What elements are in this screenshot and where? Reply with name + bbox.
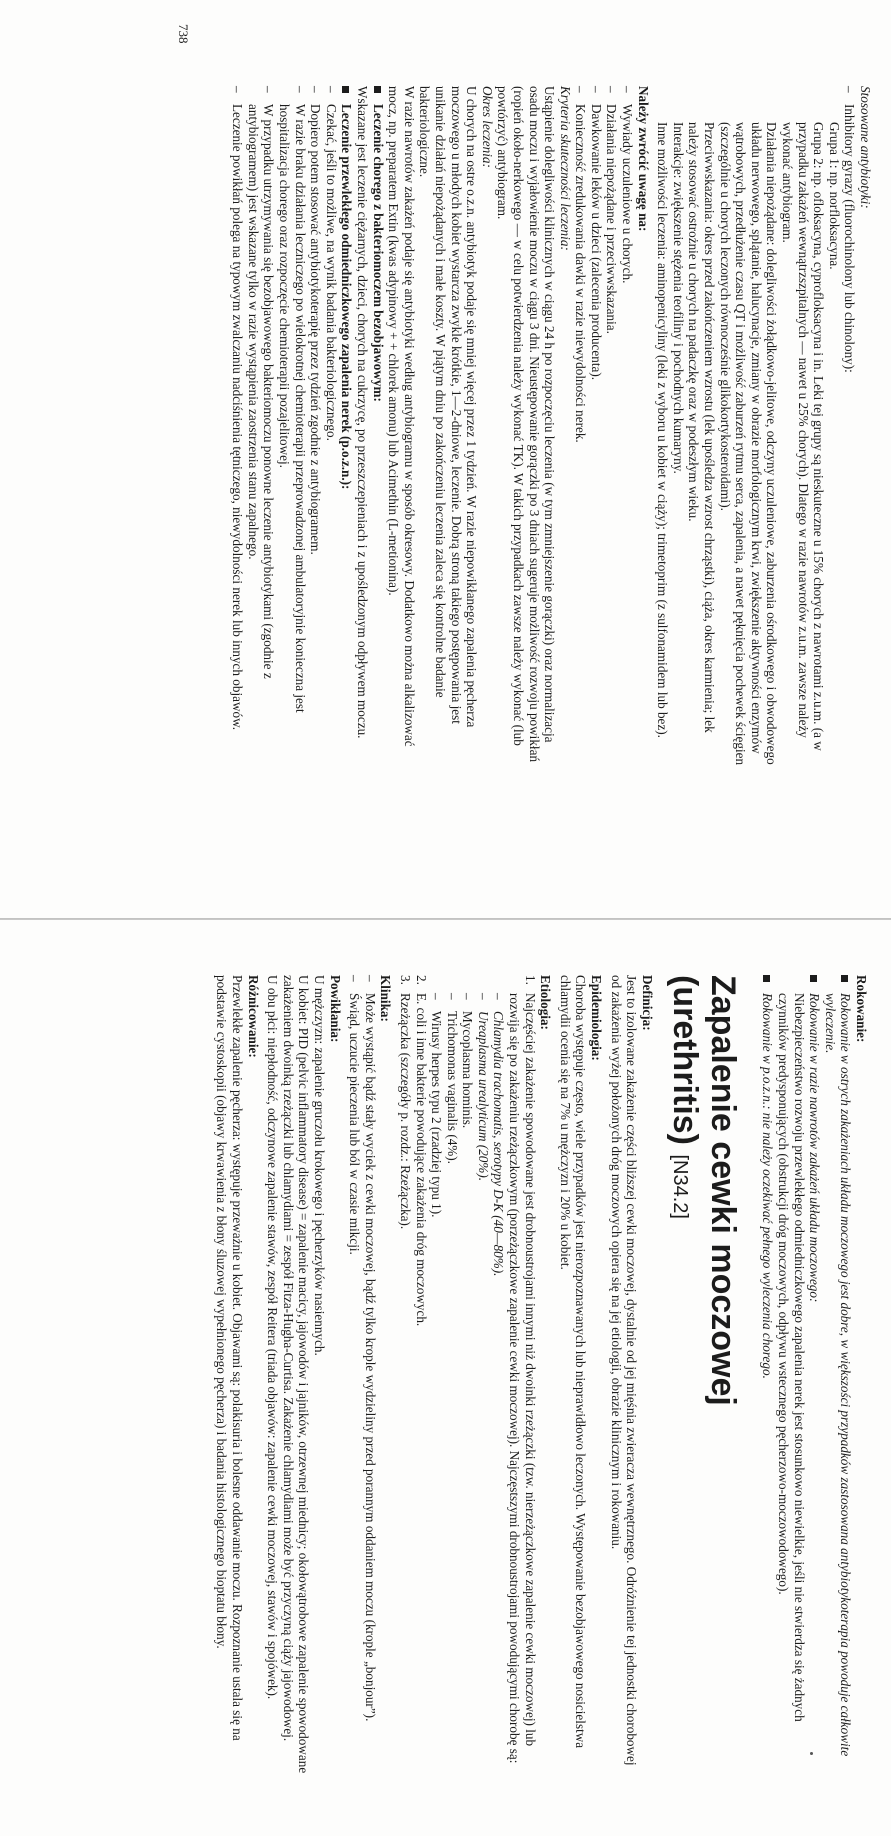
dash-marker: – xyxy=(620,86,636,93)
list-item-text: Inhibitory gyrazy (fluorochinolony lub chinolony): xyxy=(842,104,858,373)
section-heading: Należy zwrócić uwagę na: xyxy=(635,86,651,232)
list-item xyxy=(429,975,445,1775)
list-item-text: Dawkowanie leków u dzieci (zalecenia producenta). xyxy=(588,104,604,381)
number-marker: 3. xyxy=(397,975,413,985)
list-item-text: Rokowanie w ostrych zakażeniach układu moczowego jest dobre, w większości przypadków zastosowana antybiotykoterapia powoduje całkowite wyleczenie. xyxy=(822,993,854,1757)
list-item-text: Trichomonas vaginalis (4%). xyxy=(444,1011,460,1164)
section-title xyxy=(661,975,742,1775)
dash-marker: – xyxy=(292,86,308,93)
dash-marker: – xyxy=(308,86,324,93)
paragraph: U mężczyzn: zapalenie gruczołu krokowego i pęcherzyków nasiennych. xyxy=(311,975,327,1356)
list-item-text: Czekać, jeśli to możliwe, na wynik badania bakteriologicznego. xyxy=(323,104,339,441)
list-item-text: Leczenie powikłań polega na typowym zwalczaniu nadciśnienia tętniczego, niewydolności nerek lub innych objawów. xyxy=(230,104,246,731)
list-item-text: Interakcje: zwiększenie stężenia teofiliny i pochodnych kumaryny. xyxy=(670,122,686,474)
dash-marker: – xyxy=(573,86,589,93)
list-item-text: Rokowanie w p.o.z.n.: nie należy oczekiwać pełnego wyleczenia chorego. xyxy=(760,993,776,1379)
book-fold xyxy=(0,918,891,920)
list-item xyxy=(760,975,776,1775)
list-item-text: Leczenie przewlekłego odmiedniczkowego zapalenia nerek (p.o.z.n.): xyxy=(339,104,355,490)
paragraph: U kobiet: PID (pelvic inflammatory disease) = zapalenie macicy, jajowodów i jajników, otrzewnej miednicy; okołowątrobowe zapalenie spowodowane zakażeniem dwoinką rzeżączki lub chlamydiami = zespół Fitza-Hugha-Curtisa. Zakażenie chlamydiami może być przyczyną ciąży jajowodowej. xyxy=(280,975,312,1774)
list-item xyxy=(245,86,276,766)
section-heading: Etiologia: xyxy=(538,975,554,1030)
list-item xyxy=(588,86,604,766)
list-item xyxy=(460,975,476,1775)
list-item xyxy=(491,975,507,1775)
paragraph: Choroba występuje często, wiele przypadków jest nierozpoznawanych lub nieprawidłowo leczonych. Występowanie bezobjawowego nosicielstwa chlamydii ocenia się na 7% u mężczyzn i 20% u kobiet. xyxy=(557,975,589,1749)
dash-marker: – xyxy=(475,993,491,1000)
list-item-text: Mycoplasma hominis. xyxy=(460,1011,476,1129)
list-item-text: Przeciwwskazania: okres przed zakończeniem wzrostu (lek upośledza wzrost chrząstki), ciąża, okres karmienia; lek należy stosować ostrożnie u chorych na padaczkę oraz w podeszłym wieku. xyxy=(686,122,718,733)
dash-marker: – xyxy=(842,86,858,93)
section-heading: Klinika: xyxy=(378,975,394,1022)
square-bullet-icon xyxy=(339,86,355,100)
list-item-text: Grupa 1: np. norfloksacyna. xyxy=(826,122,842,270)
section-heading: Definicja: xyxy=(639,975,655,1031)
list-item xyxy=(397,975,413,1775)
paragraph: Ustąpienie dolegliwości klinicznych w ciągu 24 h po rozpoczęciu leczenia (w tym zmniejszenie gorączki) oraz normalizacja osadu moczu i wyjałowienie moczu w ciągu 3 dni. Nieustępowanie gorączki po 3 dniach sugeruje możliwość rozwoju powikłań (ropień około-nerkowego — w celu potwierdzenia należy wykonać TK). W takich przypadkach zawsze należy wykonać (lub powtórzyć) antybiogram. xyxy=(495,86,558,763)
list-item-text: Działania niepożądane: dolegliwości żołądkowo-jelitowe, odczyny uczuleniowe, zaburzenia ośrodkowego i obwodowego układu nerwowego, splątanie, halucynacje, zmiany w obrazie morfologicznym krwi, zwiększenie aktywności enzymów wątrobowych, przedłużenie czasu QT i możliwość zaburzeń rytmu serca, zapalenia, a nawet pęknięcia pochewek ścięgien (szczególnie u chorych leczonych równocześnie glikokortykosteroidami). xyxy=(717,122,780,766)
list-item xyxy=(276,86,307,766)
list-item xyxy=(444,975,460,1775)
list-item xyxy=(347,975,363,1775)
list-item xyxy=(323,86,339,766)
list-item xyxy=(475,975,491,1775)
square-bullet-icon xyxy=(807,975,823,989)
number-marker: 2. xyxy=(413,975,429,985)
section-heading: Powikłania: xyxy=(327,975,343,1043)
list-item xyxy=(413,975,429,1775)
left-column xyxy=(230,86,873,766)
list-item xyxy=(339,86,355,766)
list-item xyxy=(230,86,246,766)
icd-code: [N34.2] xyxy=(668,1154,691,1219)
section-title-latin: (urethritis) xyxy=(665,975,704,1145)
dash-marker: – xyxy=(429,993,445,1000)
list-item-text: Leczenie chorego z bakteriomoczem bezobjawowym: xyxy=(370,104,386,402)
number-marker: 1. xyxy=(522,975,538,985)
list-item-text: Dopiero potem stosować antybiotykoterapię przez tydzień zgodnie z antybiogramem. xyxy=(308,104,324,555)
list-item-text: Działania niepożądane i przeciwwskazania. xyxy=(604,104,620,334)
section-title-text: Zapalenie cewki moczowej xyxy=(703,975,742,1406)
section-heading: Epidemiologia: xyxy=(589,975,605,1061)
paragraph: Przewlekłe zapalenie pęcherza: występuje przeważnie u kobiet. Objawami są: polakisuria i bolesne oddawanie moczu. Rozpoznanie ustala się na podstawie cystoskopii (objawy krwawienia z błony śluzowej wypełnionego pęcherza) i badania histologicznego bioptatu błony. xyxy=(214,975,245,1741)
list-item xyxy=(604,86,620,766)
list-item-text: Chlamydia trachomatis, serotypy D-K (40—80%). xyxy=(491,1011,507,1277)
subheading: Okres leczenia: xyxy=(479,86,495,168)
list-item-text: Rzeżączka (szczegóły p. rozdz.: Rzeżączka). xyxy=(397,993,413,1230)
paragraph: Jest to izolowane zakażenie części bliższej cewki moczowej, dystalnie od jej mięśnia zwieracza wewnętrznego. Odróżnienie tej jednostki chorobowej od zakażenia wyżej położonych dróg moczowych opiera się na jej etiologii, obrazie klinicznym i rokowaniu. xyxy=(608,975,640,1766)
square-bullet-icon xyxy=(838,975,854,989)
list-item-text: Grupa 2: np. ofloksacyna, cyprofloksacyna i in. Leki tej grupy są nieskuteczne u 15% chorych z nawrotami z.u.m. (a w przypadku zakażeń wewnątrzszpitalnych — nawet u 25% chorych). Dlatego w razie nawrotów z.u.m. zawsze należy wykonać antybiogram. xyxy=(780,122,827,751)
subheading: Stosowane antybiotyki: xyxy=(858,86,873,209)
list-item xyxy=(620,86,636,766)
list-item-text: Wirusy herpes typu 2 (rzadziej typu 1). xyxy=(429,1011,445,1218)
paragraph: U chorych na ostre o.z.n. antybiotyk podaje się mniej więcej przez 1 tydzień. W razie niepowikłanego zapalenia pęcherza moczowego u młodych kobiet wystarcza zwykle krótkie, 1—2-dniowe, leczenie. Dobrą stroną takiego postępowania jest unikanie działań niepożądanych i małe koszty. W piątym dniu po zakończeniu leczenia zaleca się kontrolne badanie bakteriologiczne. xyxy=(417,86,480,728)
dash-marker: – xyxy=(460,993,476,1000)
list-item-text: E. coli i inne bakterie powodujące zakażenia dróg moczowych. xyxy=(413,993,429,1327)
list-item-text: Konieczność zredukowania dawki w razie niewydolności nerek. xyxy=(573,104,589,443)
list-item xyxy=(370,86,386,766)
list-item-text: W razie braku działania leczniczego po wielokrotnej chemioterapii przeprowadzonej ambulatoryjnie konieczna jest hospitalizacja chorego oraz rozpoczęcie chemioterapii pozajelitowej. xyxy=(277,104,308,713)
section-heading: Rokowanie: xyxy=(854,975,869,1043)
list-item-text: Świąd, uczucie pieczenia lub ból w czasie mikcji. xyxy=(347,993,363,1255)
list-item xyxy=(573,86,589,766)
dash-marker: – xyxy=(230,86,246,93)
list-item xyxy=(362,975,378,1775)
list-item xyxy=(686,86,717,766)
dash-marker: – xyxy=(362,975,378,982)
list-item-text: Najczęściej zakażenie spowodowane jest drobnoustrojami innymi niż dwoinki rzeżączki (tzw. nierzeżączkowe zapalenie cewki moczowej) lub rozwija się po zakażeniu rzeżączkowym (porzeżączkowe zapalenie cewki moczowej). Najczęstszymi drobnoustrojami powodującymi chorobę są: xyxy=(507,993,538,1764)
right-column xyxy=(214,975,873,1775)
paragraph: U obu płci: niepłodność, odczynowe zapalenie stawów, zespół Reitera (triada objawów: zapalenie cewki moczowej, stawów i spojówek). xyxy=(265,975,281,1700)
subheading: Kryteria skuteczności leczenia: xyxy=(557,86,573,251)
list-item xyxy=(807,975,823,1775)
page-number: 738 xyxy=(176,24,191,44)
square-bullet-icon xyxy=(370,86,386,100)
list-item xyxy=(308,86,324,766)
dash-marker: – xyxy=(444,993,460,1000)
list-item xyxy=(717,86,779,766)
paragraph: Niebezpieczeństwo rozwoju przewlekłego odmiedniczkowego zapalenia nerek jest stosunkowo niewielkie, jeśli nie stwierdza się żadnych czynników predysponujących (obstrukcji dróg moczowych, odpływu wstecznego pęcherzowo-moczowodowego). xyxy=(776,993,807,1722)
list-item-text: Inne możliwości leczenia: aminopenicyliny (leki z wyboru u kobiet w ciąży); trimetoprim (z sulfonamidem lub bez). xyxy=(655,122,671,738)
dash-marker: – xyxy=(261,86,277,93)
list-item xyxy=(826,86,842,766)
dash-marker: – xyxy=(491,993,507,1000)
paragraph: Wskazane jest leczenie ciężarnych, dzieci, chorych na cukrzycę, po przeszczepieniach i z upośledzonym odpływem moczu. xyxy=(355,86,370,739)
dash-marker: – xyxy=(323,86,339,93)
list-item xyxy=(779,86,826,766)
list-item-text: Ureaplasma urealyticum (20%). xyxy=(475,1011,491,1182)
dash-marker: – xyxy=(604,86,620,93)
dash-marker: – xyxy=(347,975,363,982)
list-item xyxy=(507,975,538,1775)
square-bullet-icon xyxy=(760,975,776,989)
paragraph: W razie nawrotów zakażeń podaje się antybiotyki według antybiogramu w sposób okresowy. Dodatkowo można alkalizować mocz, np. preparatem Extin (kwas adypinowy + + chlorek amonu) lub Acimethin (L-metionina). xyxy=(386,86,417,747)
list-item-text: W przypadku utrzymywania się bezobjawowego bakteriomoczu ponowne leczenie antybiotykami (zgodnie z antybiogramem) jest wskazane tylko w razie wystąpienia zaostrzenia stanu zapalnego. xyxy=(245,104,277,679)
list-item xyxy=(822,975,853,1775)
list-item-text: Może wystąpić bądź stały wyciek z cewki moczowej, bądź tylko krople wydzieliny przed porannym oddaniem moczu (krople „bonjour”). xyxy=(362,993,378,1722)
list-item xyxy=(842,86,858,766)
list-item-text: Wywiady uczuleniowe u chorych. xyxy=(620,104,636,284)
section-heading: Różnicowanie: xyxy=(245,975,261,1058)
list-item xyxy=(670,86,686,766)
dash-marker: – xyxy=(588,86,604,93)
list-item-text: Rokowanie w razie nawrotów zakażeń układu moczowego: xyxy=(807,993,823,1303)
list-item xyxy=(655,86,671,766)
